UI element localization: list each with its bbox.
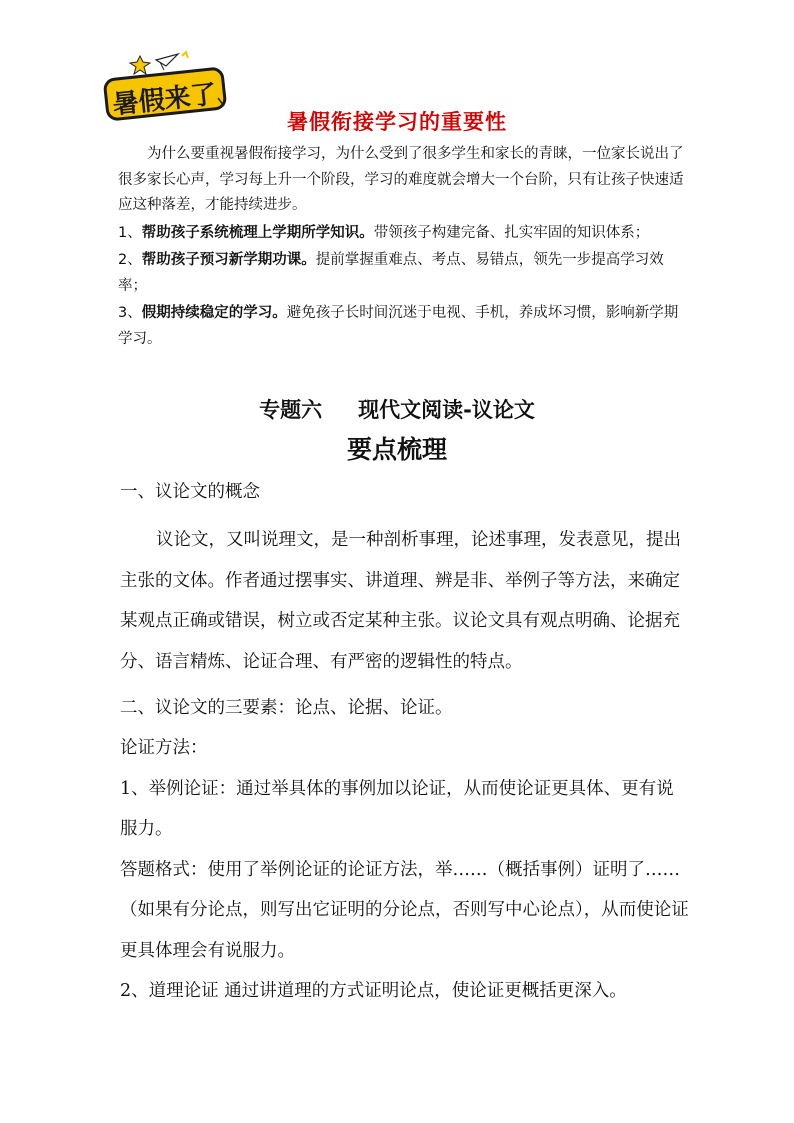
section-1-paragraph: 议论文，又叫说理文，是一种剖析事理，论述事理，发表意见，提出主张的文体。作者通过摆事实、讲道理、辨是非、举例子等方法，来确定某观点正确或错误，树立或否定某种主张。议论文具有观点明确、论据充分、语言精炼、论证合理、有严密的逻辑性的特点。 <box>120 530 681 672</box>
logo-plane-icon <box>156 54 178 70</box>
main-heading: 要点梳理 <box>346 435 447 464</box>
intro-item-1: 1、帮助孩子系统梳理上学期所学知识。带领孩子构建完备、扎实牢固的知识体系； <box>118 224 650 241</box>
logo-text: 暑假来了 <box>111 79 218 121</box>
content-body <box>120 478 690 1012</box>
topic-number: 专题六 <box>259 398 323 422</box>
intro-item-3: 3、假期持续稳定的学习。避免孩子长时间沉迷于电视、手机，养成坏习惯，影响新学期学习。 <box>118 305 679 347</box>
intro-item-2: 2、帮助孩子预习新学期功课。提前掌握重难点、考点、易错点，领先一步提高学习效率； <box>118 252 664 294</box>
page-title: 暑假衔接学习的重要性 <box>287 110 507 134</box>
method-1: 1、举例论证：通过举具体的事例加以论证，从而使论证更具体、更有说服力。 <box>120 778 674 839</box>
method-2: 2、道理论证 通过讲道理的方式证明论点，使论证更概括更深入。 <box>120 981 627 1001</box>
topic-heading <box>0 394 794 424</box>
logo-sparkle-icon <box>130 56 150 74</box>
answer-format: 答题格式：使用了举例论证的论证方法，举……（概括事例）证明了……（如果有分论点，则写出它证明的分论点，否则写中心论点），从而使论证更具体理会有说服力。 <box>120 859 689 961</box>
section-1-title: 一、议论文的概念 <box>120 482 260 502</box>
section-2-title: 二、议论文的三要素：论点、论据、论证。 <box>120 698 453 718</box>
methods-title: 论证方法： <box>120 738 208 758</box>
intro-section <box>118 142 688 352</box>
topic-name: 现代文阅读-议论文 <box>358 398 535 422</box>
intro-paragraph: 为什么要重视暑假衔接学习，为什么受到了很多学生和家长的青睐，一位家长说出了很多家长心声，学习每上升一个阶段，学习的难度就会增大一个台阶，只有让孩子快速适应这种落差，才能持续进步。 <box>118 146 684 213</box>
